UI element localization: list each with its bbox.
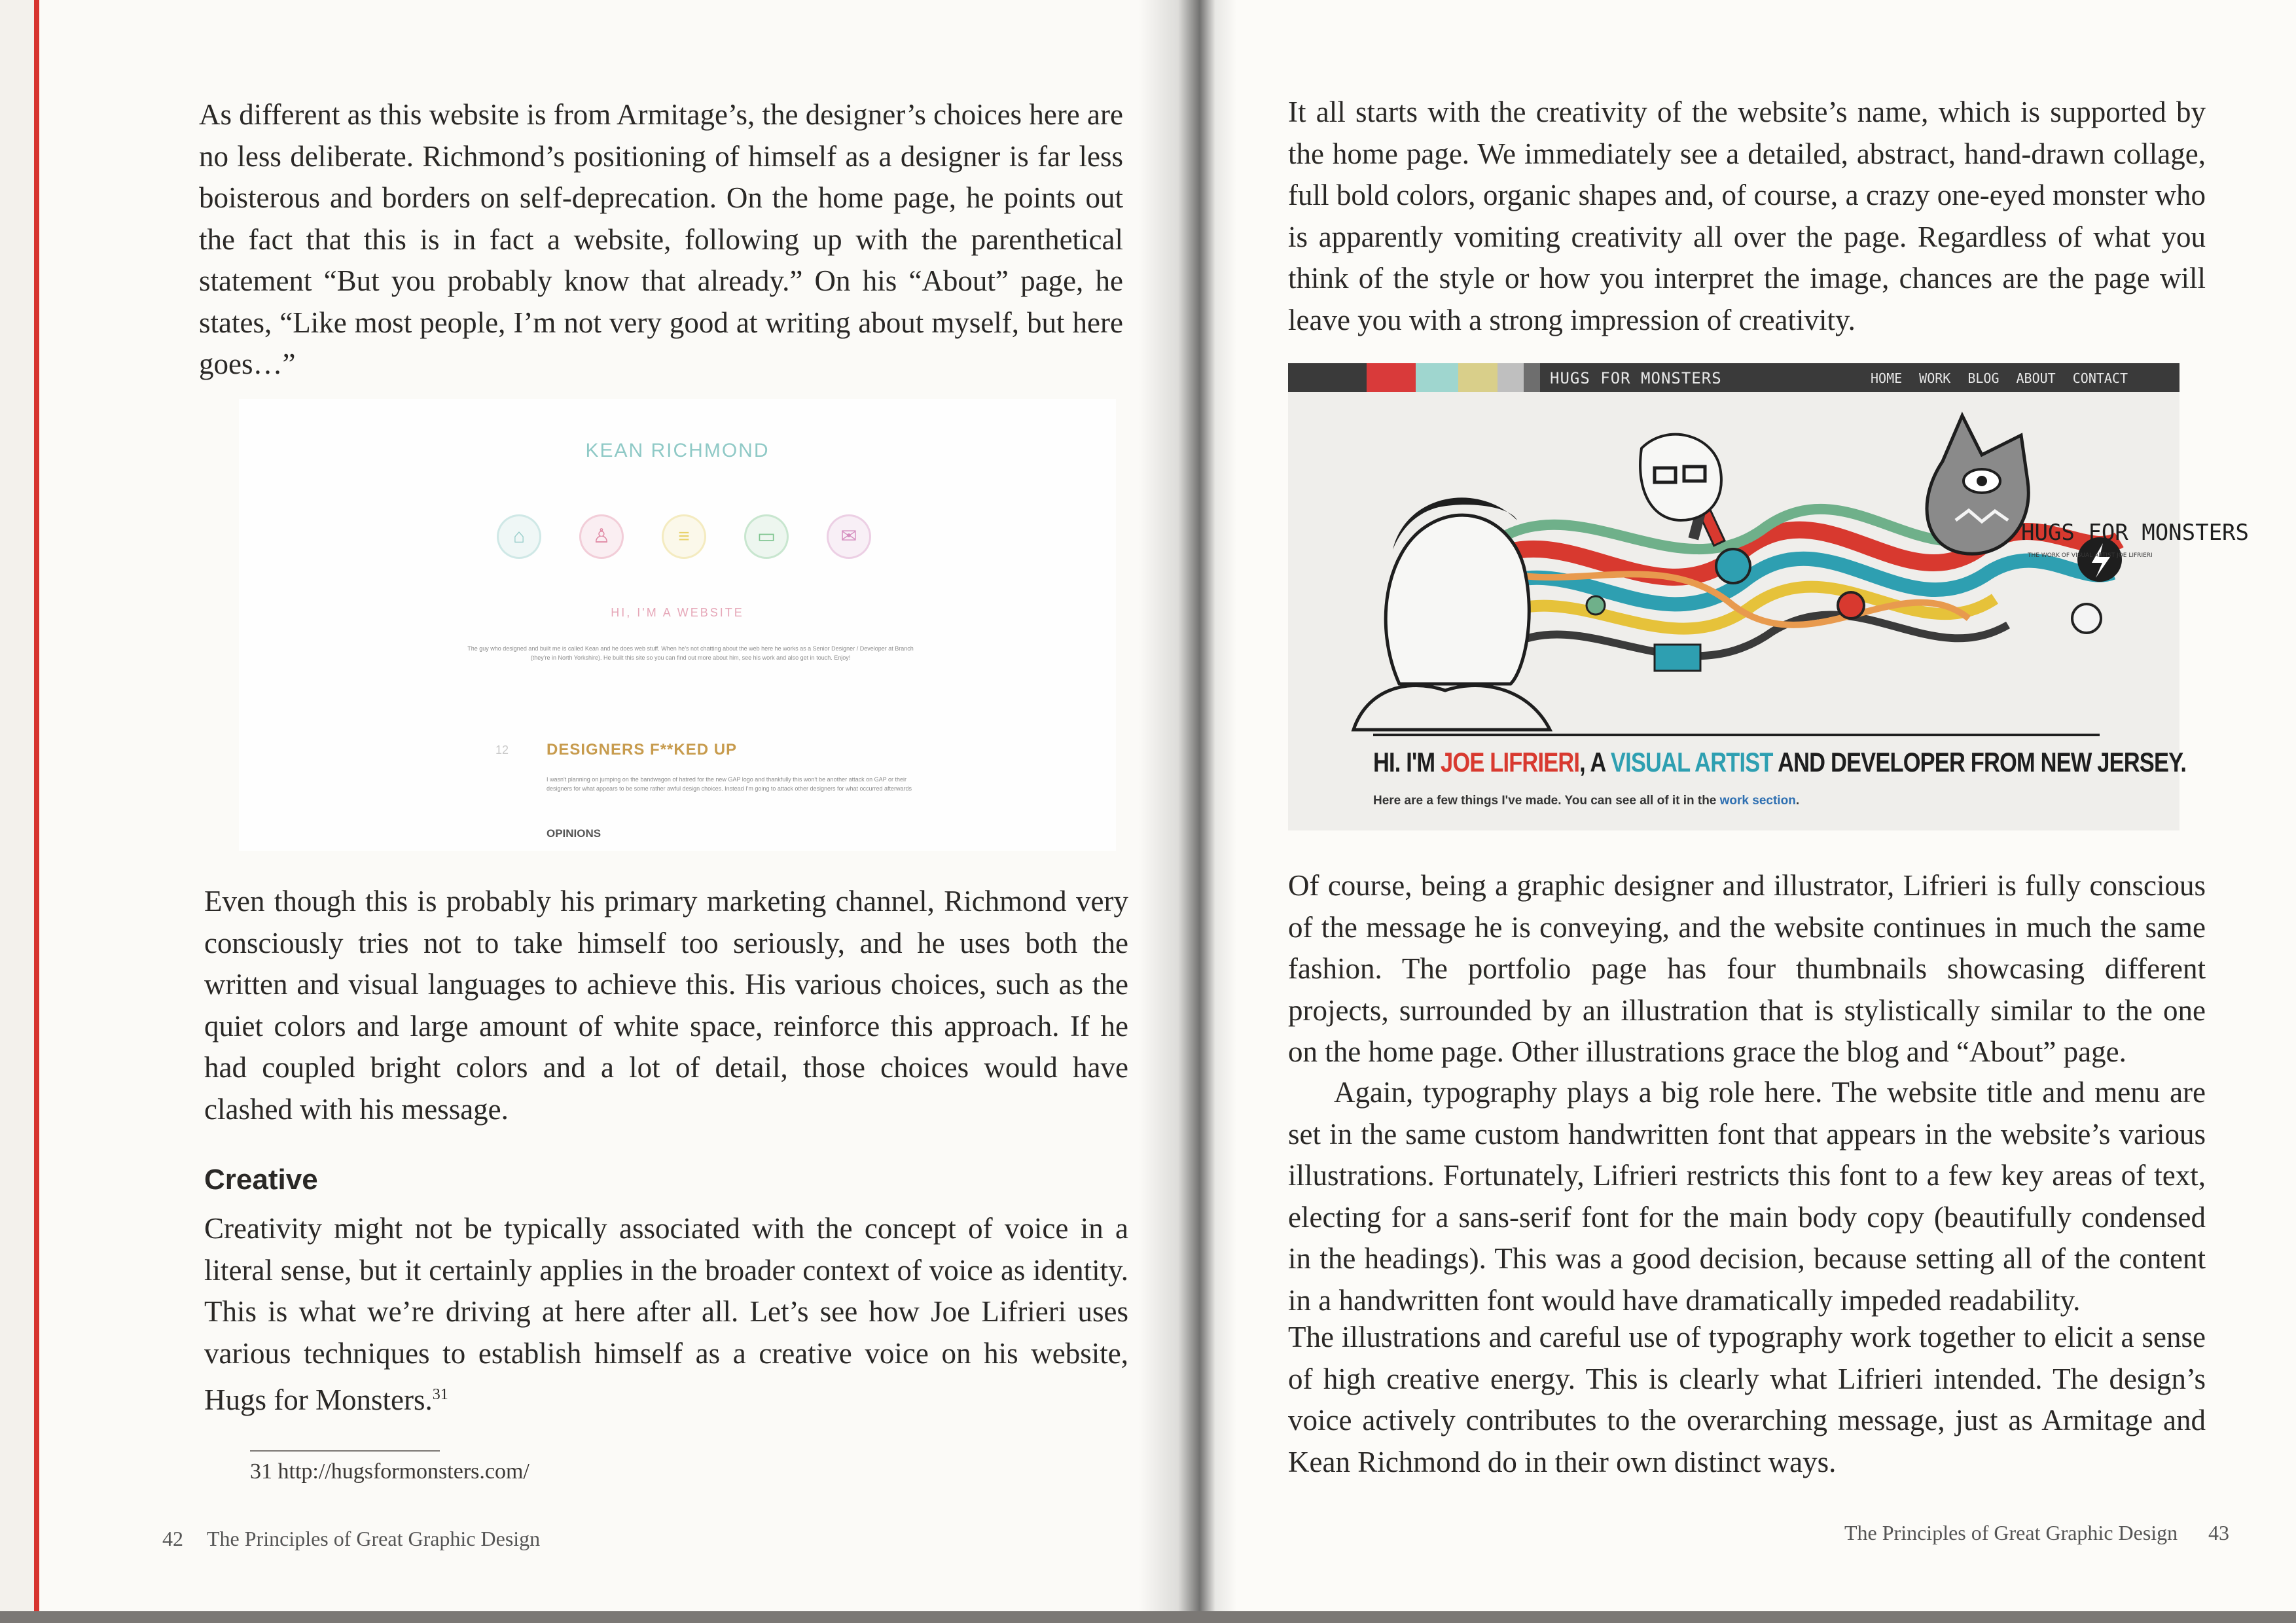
left-paragraph-2: Even though this is probably his primary marketing channel, Richmond very consciously tries not to take himself too seriously, and he uses both the written and visual languages to achieve this. His various choices, such as the quiet colors and large amount of white space, reinforce this approach. If he had coupled bright colors and a lot of detail, those choices would have clashed with his message. (204, 885, 1128, 1126)
footnote-reference: 31 (432, 1386, 448, 1403)
chat-icon: ▭ (744, 514, 789, 559)
footnote: 31 http://hugsformonsters.com/ (250, 1459, 529, 1484)
kean-tagline: HI, I'M A WEBSITE (611, 606, 744, 619)
hfm-nav-blog[interactable]: BLOG (1967, 370, 2000, 386)
hfm-nav-bar (1288, 363, 2179, 392)
color-swatch (1498, 363, 1524, 392)
color-swatch (1524, 363, 1540, 392)
scan-bottom-edge (0, 1611, 2296, 1623)
left-running-footer: The Principles of Great Graphic Design (207, 1527, 541, 1550)
hfm-nav-home[interactable]: HOME (1871, 370, 1903, 386)
hfm-headline-mid: , A (1579, 747, 1611, 777)
mail-icon: ✉ (827, 514, 871, 559)
kean-logo: KEAN RICHMOND (585, 440, 770, 461)
left-paragraph-3 (204, 1208, 1128, 1421)
hugs-for-monsters-screenshot (1288, 363, 2249, 830)
right-paragraph-2: Of course, being a graphic designer and illustrator, Lifrieri is fully conscious of the message he is conveying, and the website continues in much the same fashion. The portfolio page has four thumbnails showcasing different projects, surrounded by an illustration that is stylistically similar to the one on the home page. Other illustrations grace the blog and “About” page. (1288, 869, 2206, 1068)
hfm-site-name[interactable]: HUGS FOR MONSTERS (1550, 369, 1722, 387)
right-page-number: 43 (2208, 1521, 2229, 1544)
hfm-menu (1871, 370, 2128, 386)
book-edge (34, 0, 39, 1623)
kean-section-label: OPINIONS (547, 827, 601, 840)
kean-post-text: I wasn't planning on jumping on the bandwagon of hatred for the new GAP logo and thankfully this won't be another attack on GAP or their designers for what appears to be some rather awful design choices. Instead I'm going to attack other designers for what occurred afterwards (547, 776, 912, 792)
kean-icon-row (497, 514, 863, 560)
hfm-rule (1373, 734, 2100, 736)
art-tagline: THE WORK OF VISUAL ARTIST JOE LIFRIERI (2028, 552, 2153, 559)
hfm-headline-pre: HI. I'M (1373, 747, 1441, 777)
hfm-headline-name: JOE LIFRIERI (1441, 747, 1580, 777)
left-paragraph-1: As different as this website is from Armitage’s, the designer’s choices here are no less deliberate. Richmond’s positioning of himself as a designer is far less boisterous and borders on self-deprecation. On the home page, he points out the fact that this is in fact a website, following up with the parenthetical statement “But you probably know that already.” On his “About” page, he states, “Like most people, I’m not very good at writing about myself, but here goes…” (199, 98, 1123, 380)
left-paragraph-3-text: Creativity might not be typically associated with the concept of voice in a literal sense, but it certainly applies in the broader context of voice as identity. This is what we’re driving at here after all. Let’s see how Joe Lifrieri uses various techniques to establish himself as a creative voice on his website, Hugs for Monsters. (204, 1212, 1128, 1416)
profile-icon: ♙ (579, 514, 624, 559)
footnote-rule (250, 1450, 440, 1452)
kean-richmond-screenshot (239, 399, 1116, 851)
hfm-illustration (1314, 409, 2249, 730)
hfm-sub-post: . (1795, 794, 1800, 808)
portrait-woman (1640, 435, 1721, 520)
hfm-nav-work[interactable]: WORK (1919, 370, 1951, 386)
hfm-subline (1373, 794, 1799, 808)
hfm-work-link[interactable]: work section (1719, 794, 1796, 808)
kean-intro-text: The guy who designed and built me is called Kean and he does web stuff. When he's not chatting about the web here he works as a Senior Designer / Developer at Branch (they're in North Yorkshire). He built this site so you can find out more about him, see his work and also get in touch. Enjoy! (467, 645, 914, 661)
color-swatch (1458, 363, 1498, 392)
hfm-headline-post: AND DEVELOPER FROM NEW JERSEY. (1772, 747, 2187, 777)
right-paragraph-3: Again, typography plays a big role here. The website title and menu are set in the same custom handwritten font that appears in the website’s various illustrations. Fortunately, Lifrieri restricts this font to a few key areas of text, electing for a sans-serif font for the main body copy (beautifully condensed in the headings). This was a good decision, because setting all of the content in a handwritten font would have dramatically impeded readability. (1288, 1076, 2206, 1317)
color-swatch (1367, 363, 1416, 392)
home-icon: ⌂ (497, 514, 541, 559)
hfm-nav-about[interactable]: ABOUT (2016, 370, 2056, 386)
hfm-headline (1373, 747, 2186, 778)
hfm-sub-pre: Here are a few things I've made. You can see all of it in the (1373, 794, 1720, 808)
color-swatch (1416, 363, 1458, 392)
right-paragraph-1: It all starts with the creativity of the website’s name, which is supported by the home page. We immediately see a detailed, abstract, hand-drawn collage, full bold colors, organic shapes and, of course, a crazy one-eyed monster who is apparently vomiting creativity all over the page. Regardless of what you think of the style or how you interpret the image, chances are the page will leave you with a strong impression of creativity. (1288, 96, 2206, 336)
left-page-number: 42 (162, 1527, 183, 1550)
right-running-footer: The Principles of Great Graphic Design (1844, 1521, 2178, 1544)
kean-post-number: 12 (495, 743, 509, 757)
section-heading-creative: Creative (204, 1164, 318, 1196)
art-logo: HUGS FOR MONSTERS (2021, 520, 2249, 546)
left-page (39, 0, 1172, 1623)
hfm-headline-role: VISUAL ARTIST (1610, 747, 1773, 777)
right-paragraph-4: The illustrations and careful use of typography work together to elicit a sense of high creative energy. This is clearly what Lifrieri intended. The design’s voice actively contributes to the overarching message, just as Armitage and Kean Richmond do in their own distinct ways. (1288, 1321, 2206, 1478)
kean-post-headline: DESIGNERS F**KED UP (547, 741, 738, 758)
list-icon: ≡ (662, 514, 706, 559)
hfm-nav-contact[interactable]: CONTACT (2072, 370, 2128, 386)
